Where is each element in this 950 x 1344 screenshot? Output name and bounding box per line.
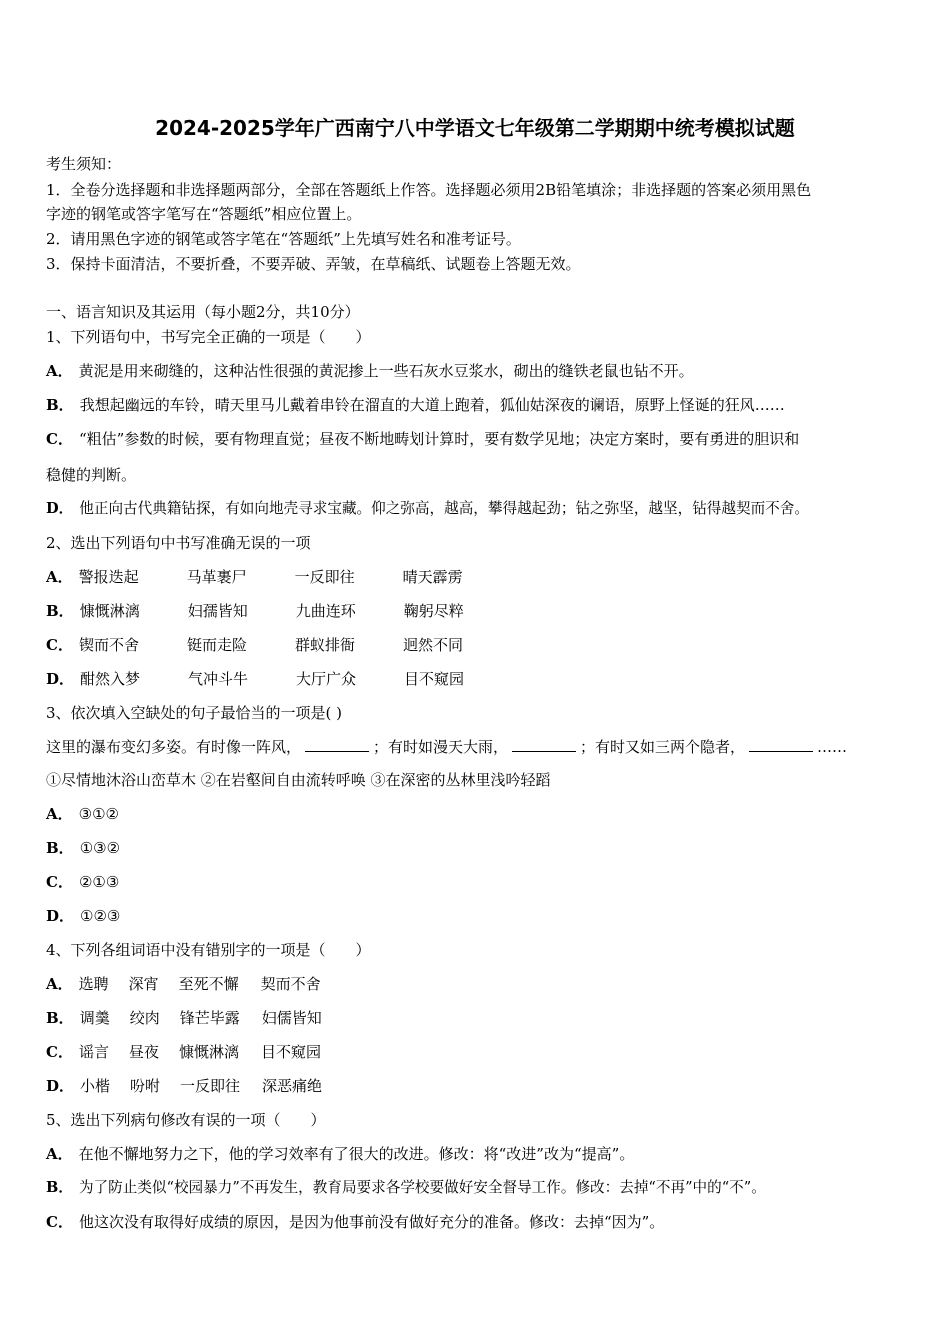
option-label: C．: [46, 430, 73, 448]
q1-option-b: [46, 395, 785, 415]
word: 调羹: [79, 1009, 110, 1027]
word: 群蚁排衙: [294, 636, 355, 654]
word: 慷慨淋漓: [79, 602, 140, 620]
option-label: D．: [46, 670, 75, 688]
word: 鞠躬尽粹: [403, 602, 464, 620]
passage-text: ……: [817, 738, 848, 756]
option-label: A．: [46, 975, 73, 993]
page-title: 2024-2025学年广西南宁八中学语文七年级第二学期期中统考模拟试题: [155, 116, 795, 140]
option-text: “粗估”参数的时候，要有物理直觉；昼夜不断地畴划计算时，要有数学见地；决定方案时，要有勇进的胆识和: [78, 430, 800, 448]
q4-option-b: [46, 1008, 322, 1028]
q3-option-b: [46, 838, 120, 858]
word: 大厅广众: [296, 670, 357, 688]
q4-option-d: [46, 1076, 322, 1096]
question-5-stem: 5、选出下列病句修改有误的一项（ ）: [46, 1111, 326, 1129]
fill-blank: [512, 737, 576, 752]
word: 小楷: [80, 1077, 111, 1095]
word: 警报迭起: [78, 568, 139, 586]
q4-option-a: [46, 974, 321, 994]
fill-blank: [749, 737, 813, 752]
option-label: B．: [46, 839, 74, 857]
option-text: 在他不懈地努力之下，他的学习效率有了很大的改进。修改：将“改进”改为“提高”。: [78, 1145, 635, 1163]
word: 昼夜: [128, 1043, 159, 1061]
option-label: C．: [46, 1043, 73, 1061]
option-label: A．: [46, 805, 73, 823]
q1-option-c: [46, 429, 799, 449]
question-1-stem: 1、下列语句中，书写完全正确的一项是（ ）: [46, 328, 371, 346]
q2-option-a: [46, 567, 463, 587]
q2-option-c: [46, 635, 463, 655]
option-text: ①③②: [79, 839, 121, 857]
q2-option-d: [46, 669, 464, 689]
option-label: B．: [46, 396, 74, 414]
section-heading: 一、语言知识及其运用（每小题2分，共10分）: [46, 303, 360, 321]
option-text: 为了防止类似“校园暴力”不再发生，教育局要求各学校要做好安全督导工作。修改：去掉“不再”中的“不”。: [78, 1179, 766, 1196]
option-text: 他这次没有取得好成绩的原因，是因为他事前没有做好充分的准备。修改：去掉“因为”。: [78, 1213, 665, 1231]
word: 谣言: [78, 1043, 109, 1061]
notice-item-2: 2．请用黑色字迹的钢笔或答字笔在“答题纸”上先填写姓名和准考证号。: [46, 230, 521, 248]
q5-option-b: [46, 1178, 766, 1198]
word: 妇孺皆知: [187, 602, 248, 620]
q3-option-c: [46, 872, 119, 892]
q3-option-d: [46, 906, 120, 926]
option-text: ②①③: [78, 873, 120, 891]
option-label: B．: [46, 1009, 74, 1027]
option-text: ③①②: [78, 805, 119, 823]
word: 晴天霹雳: [402, 568, 463, 586]
question-3-stem: 3、依次填入空缺处的句子最恰当的一项是( ): [46, 704, 343, 722]
passage-text: 这里的瀑布变幻多姿。有时像一阵风，: [46, 738, 302, 756]
option-text: 他正向古代典籍钻探，有如向地壳寻求宝藏。仰之弥高，越高，攀得越起劲；钻之弥坚，越坚，钻得越契而不舍。: [79, 500, 809, 517]
word: 一反即往: [294, 568, 355, 586]
notice-item-3: 3．保持卡面清洁，不要折叠，不要弄破、弄皱，在草稿纸、试题卷上答题无效。: [46, 255, 581, 273]
q3-passage: [46, 737, 847, 757]
question-2-stem: 2、选出下列语句中书写准确无误的一项: [46, 534, 311, 552]
word: 目不窥园: [404, 670, 465, 688]
word: 酣然入梦: [80, 670, 141, 688]
option-label: C．: [46, 1213, 73, 1231]
q3-option-a: [46, 804, 119, 824]
word: 吩咐: [130, 1077, 161, 1095]
q5-option-a: [46, 1144, 634, 1164]
word: 至死不懈: [178, 975, 239, 993]
word: 目不窥园: [260, 1043, 321, 1061]
word: 气冲斗牛: [188, 670, 249, 688]
word: 迥然不同: [402, 636, 463, 654]
q1-option-c-cont: 稳健的判断。: [46, 466, 137, 484]
q1-option-d: [46, 499, 809, 519]
word: 一反即往: [180, 1077, 241, 1095]
q1-option-a: [46, 361, 694, 381]
word: 马革裹尸: [186, 568, 247, 586]
q2-option-b: [46, 601, 464, 621]
option-text: 我想起幽远的车铃，晴天里马儿戴着串铃在溜直的大道上跑着，狐仙姑深夜的谰语，原野上怪诞的狂风……: [79, 396, 785, 414]
option-label: C．: [46, 636, 73, 654]
option-label: C．: [46, 873, 73, 891]
option-text: 黄泥是用来砌缝的，这种沾性很强的黄泥掺上一些石灰水豆浆水，砌出的缝铁老鼠也钻不开。: [78, 362, 694, 380]
q5-option-c: [46, 1212, 664, 1232]
word: 妇儒皆知: [261, 1009, 322, 1027]
word: 九曲连环: [295, 602, 356, 620]
option-label: B．: [46, 602, 74, 620]
option-label: D．: [46, 1077, 75, 1095]
word: 深宵: [128, 975, 159, 993]
word: 深恶痛绝: [262, 1077, 323, 1095]
option-label: D．: [46, 907, 75, 925]
notice-heading: 考生须知：: [46, 155, 122, 173]
option-label: A．: [46, 362, 73, 380]
word: 铤而走险: [186, 636, 247, 654]
notice-item-1-line-2: 字迹的钢笔或答字笔写在“答题纸”相应位置上。: [46, 205, 362, 223]
word: 选聘: [78, 975, 109, 993]
word: 契而不舍: [260, 975, 321, 993]
option-label: A．: [46, 568, 73, 586]
word: 锋芒毕露: [179, 1009, 240, 1027]
word: 绞肉: [129, 1009, 160, 1027]
notice-item-1-line-1: 1．全卷分选择题和非选择题两部分，全部在答题纸上作答。选择题必须用2B铅笔填涂；非选择题的答案必须用黑色: [46, 181, 812, 199]
word: 锲而不舍: [78, 636, 139, 654]
option-label: A．: [46, 1145, 73, 1163]
q4-option-c: [46, 1042, 321, 1062]
question-4-stem: 4、下列各组词语中没有错别字的一项是（ ）: [46, 941, 371, 959]
fill-blank: [305, 737, 369, 752]
passage-text: ；有时如漫天大雨，: [373, 738, 509, 756]
q3-sentence-options: ①尽情地沐浴山峦草木 ②在岩壑间自由流转呼唤 ③在深密的丛林里浅吟轻蹈: [46, 771, 551, 789]
option-text: ①②③: [80, 907, 121, 925]
option-label: B．: [46, 1179, 73, 1196]
word: 慷慨淋漓: [178, 1043, 239, 1061]
option-label: D．: [46, 500, 74, 517]
passage-text: ；有时又如三两个隐者，: [580, 738, 746, 756]
